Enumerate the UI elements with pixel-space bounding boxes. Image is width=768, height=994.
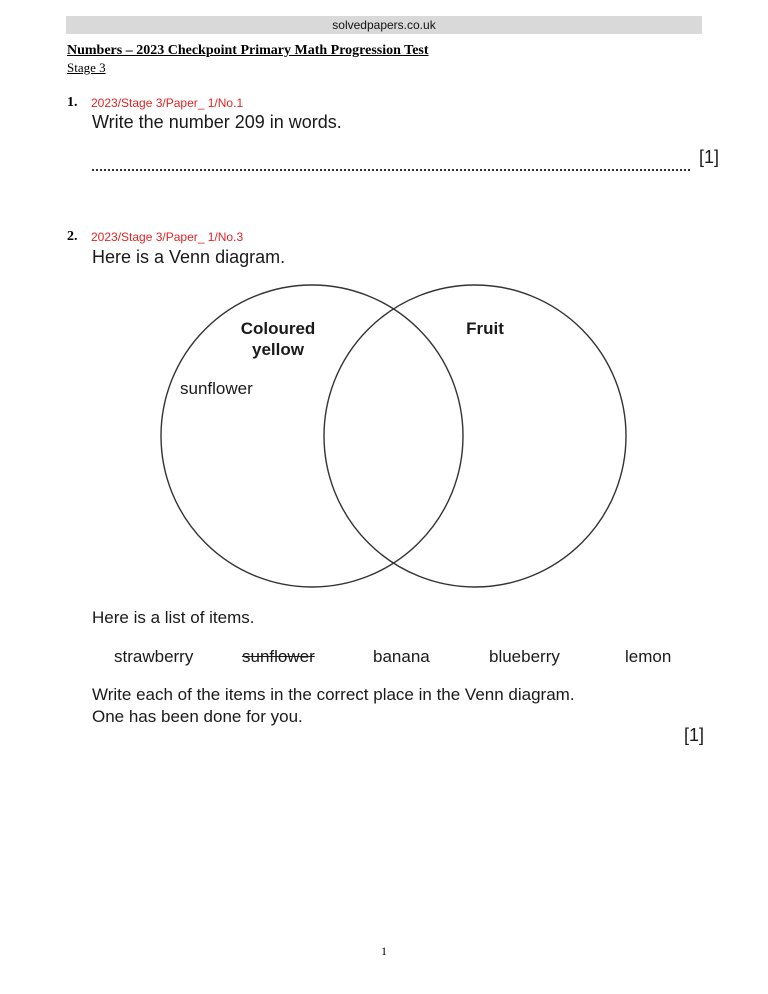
question-1-reference: 2023/Stage 3/Paper_ 1/No.1 — [91, 96, 244, 110]
venn-placed-item: sunflower — [180, 379, 253, 398]
site-header-bar: solvedpapers.co.uk — [66, 16, 702, 34]
venn-left-label-line2: yellow — [252, 340, 304, 359]
list-item-lemon[interactable]: lemon — [625, 647, 672, 666]
instruction-line-2: One has been done for you. — [92, 707, 303, 726]
list-item-banana[interactable]: banana — [373, 647, 430, 666]
question-2-reference: 2023/Stage 3/Paper_ 1/No.3 — [91, 230, 244, 244]
question-2-marks: [1] — [684, 725, 705, 745]
question-2-number: 2. — [67, 229, 78, 244]
question-2-prompt: Here is a Venn diagram. — [92, 247, 286, 267]
venn-left-label-line1: Coloured — [240, 319, 316, 338]
question-1-prompt: Write the number 209 in words. — [92, 112, 342, 132]
question-1-number: 1. — [67, 95, 78, 110]
venn-diagram — [130, 280, 640, 590]
list-item-blueberry[interactable]: blueberry — [489, 647, 560, 666]
venn-right-label: Fruit — [466, 319, 504, 338]
page-number: 1 — [381, 944, 387, 958]
list-item-strawberry[interactable]: strawberry — [114, 647, 194, 666]
list-item-sunflower[interactable]: sunflower — [242, 647, 315, 666]
document-stage: Stage 3 — [67, 60, 106, 75]
document-title: Numbers – 2023 Checkpoint Primary Math Progression Test — [67, 43, 429, 58]
question-2-instructions — [92, 684, 575, 728]
answer-line[interactable] — [92, 169, 690, 171]
list-intro: Here is a list of items. — [92, 608, 255, 627]
question-1-marks: [1] — [699, 147, 720, 167]
instruction-line-1: Write each of the items in the correct place in the Venn diagram. — [92, 685, 575, 704]
